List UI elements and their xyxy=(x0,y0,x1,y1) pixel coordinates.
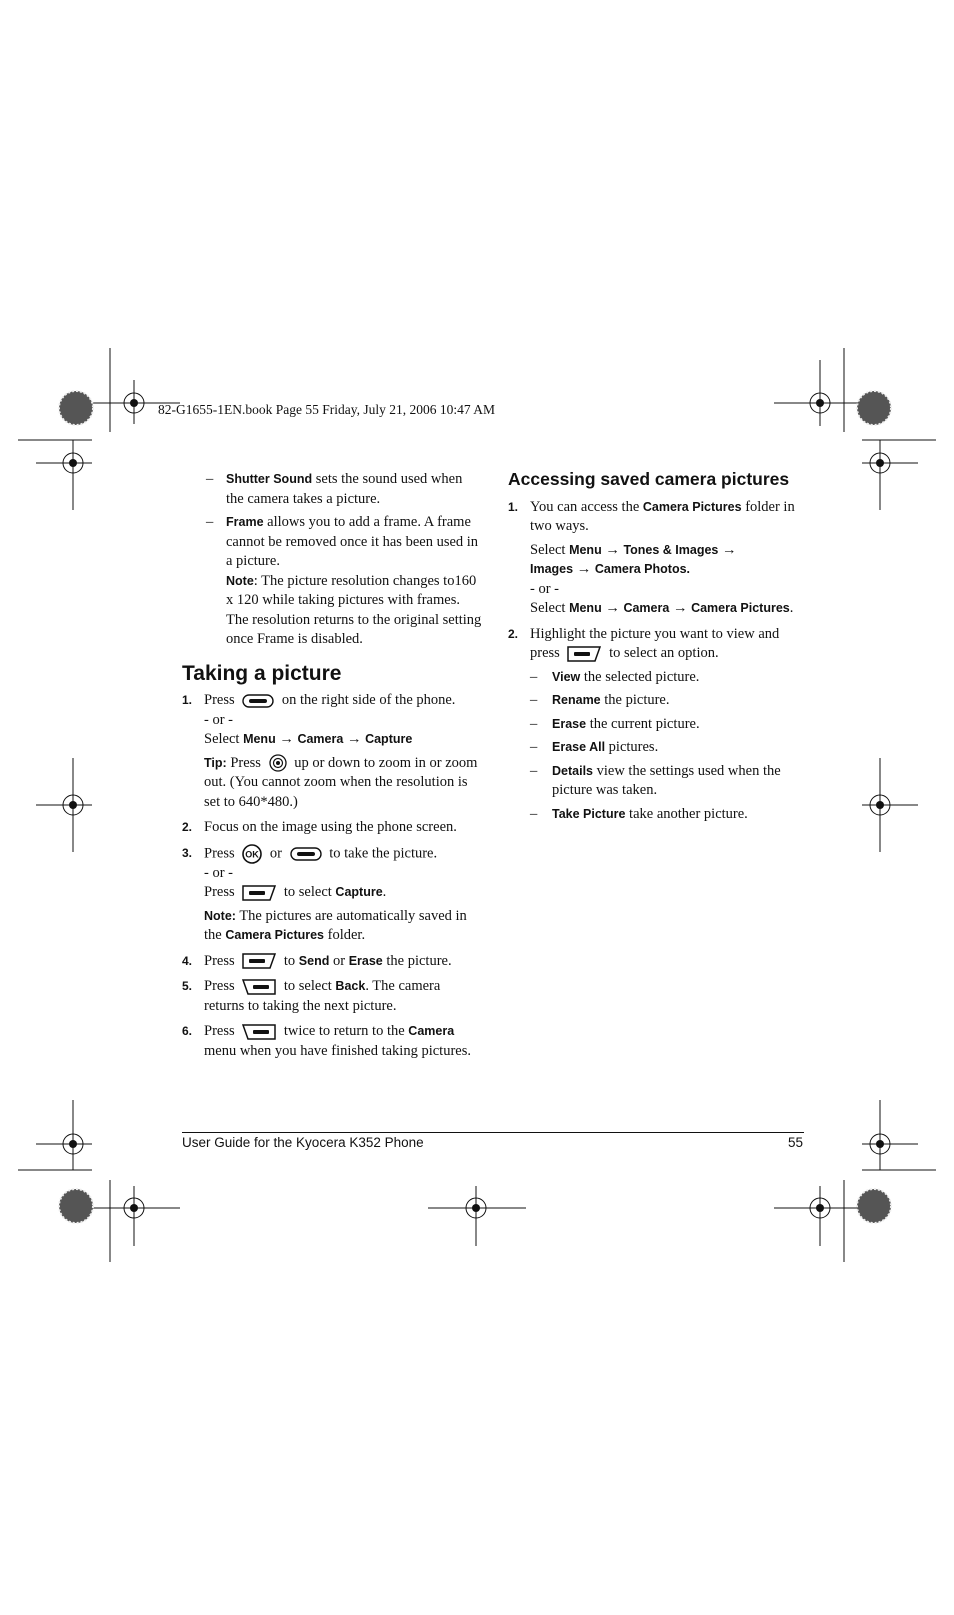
option-take-picture: – Take Picture take another picture. xyxy=(530,805,748,822)
book-header-line: 82-G1655-1EN.book Page 55 Friday, July 21, 2006 10:47 AM xyxy=(158,402,495,417)
page-number: 55 xyxy=(788,1135,804,1150)
step-2: 2. Focus on the image using the phone screen. xyxy=(182,819,457,835)
step-4: 4. Press to Send or Erase the picture. xyxy=(182,952,452,969)
tip-zoom: Tip: Press up or down to zoom in or zoom out. (You cannot zoom when the resolution is set to 640*480.) xyxy=(204,754,478,810)
left-softkey-icon xyxy=(567,646,601,662)
list-item-frame: – Frame allows you to add a frame. A frame cannot be removed once it has been used in a picture. Note: The picture resolution changes to160 x 120 while taking pictures with frames. The resolution returns to the original setting once Frame is disabled. xyxy=(182,513,482,650)
left-column xyxy=(182,470,482,1067)
footer-rule xyxy=(182,1132,804,1133)
option-erase-all: – Erase All pictures. xyxy=(530,739,659,755)
section-heading-accessing-saved-pictures: Accessing saved camera pictures xyxy=(508,469,790,489)
option-view: – View the selected picture. xyxy=(530,668,700,685)
side-camera-key-icon xyxy=(242,694,274,708)
option-rename: – Rename the picture. xyxy=(530,692,670,708)
step-1: 1. Press on the right side of the phone. - or - Select Menu → Camera → Capture Tip: Press up or down to zoom in or zoom out. (You cannot zoom when the resolution is set to 640*480.) xyxy=(182,691,482,812)
label-frame: Frame xyxy=(226,515,264,529)
option-erase: – Erase the current picture. xyxy=(530,715,700,732)
nav-key-icon xyxy=(269,754,287,772)
label-shutter-sound: Shutter Sound xyxy=(226,472,313,486)
options-list xyxy=(530,668,808,825)
footer-title: User Guide for the Kyocera K352 Phone xyxy=(182,1135,424,1150)
right-softkey-icon xyxy=(242,1024,276,1040)
frame-note: Note: The picture resolution changes to160 x 120 while taking pictures with frames. The resolution returns to the original setting once Frame is disabled. xyxy=(226,572,482,647)
list-item-shutter-sound: – Shutter Sound sets the sound used when the camera takes a picture. xyxy=(206,471,463,507)
side-camera-key-icon xyxy=(290,847,322,861)
step-3: 3. Press OK or to take the picture. - or - Press to select Capture. Note: The pictures are automatically saved in the Camera Pictures folder. xyxy=(182,844,482,946)
section-heading-taking-a-picture: Taking a picture xyxy=(182,661,342,685)
right-column xyxy=(508,470,808,830)
svg-text:OK: OK xyxy=(245,849,259,859)
step-5: 5. Press to select Back. The camera returns to taking the next picture. xyxy=(182,978,441,1014)
option-details: – Details view the settings used when the picture was taken. xyxy=(530,762,781,798)
left-softkey-icon xyxy=(242,885,276,901)
step-1-access: 1. You can access the Camera Pictures folder in two ways. Select Menu → Tones & Images → Images → Camera Photos. - or - Select Menu → Camera → Camera Pictures. xyxy=(508,498,795,616)
note-saved: Note: The pictures are automatically saved in the Camera Pictures folder. xyxy=(204,907,467,943)
ok-key-icon xyxy=(242,844,262,864)
step-2-highlight: 2. Highlight the picture you want to view and press to select an option. – View the selected picture. – Rename the picture. – Erase the current picture. – Erase All pictures. – Details view the settings used when the picture was taken. – Take Picture take another picture. xyxy=(508,625,808,825)
right-softkey-icon xyxy=(242,979,276,995)
step-6: 6. Press twice to return to the Camera menu when you have finished taking pictures. xyxy=(182,1023,471,1059)
left-softkey-icon xyxy=(242,953,276,969)
